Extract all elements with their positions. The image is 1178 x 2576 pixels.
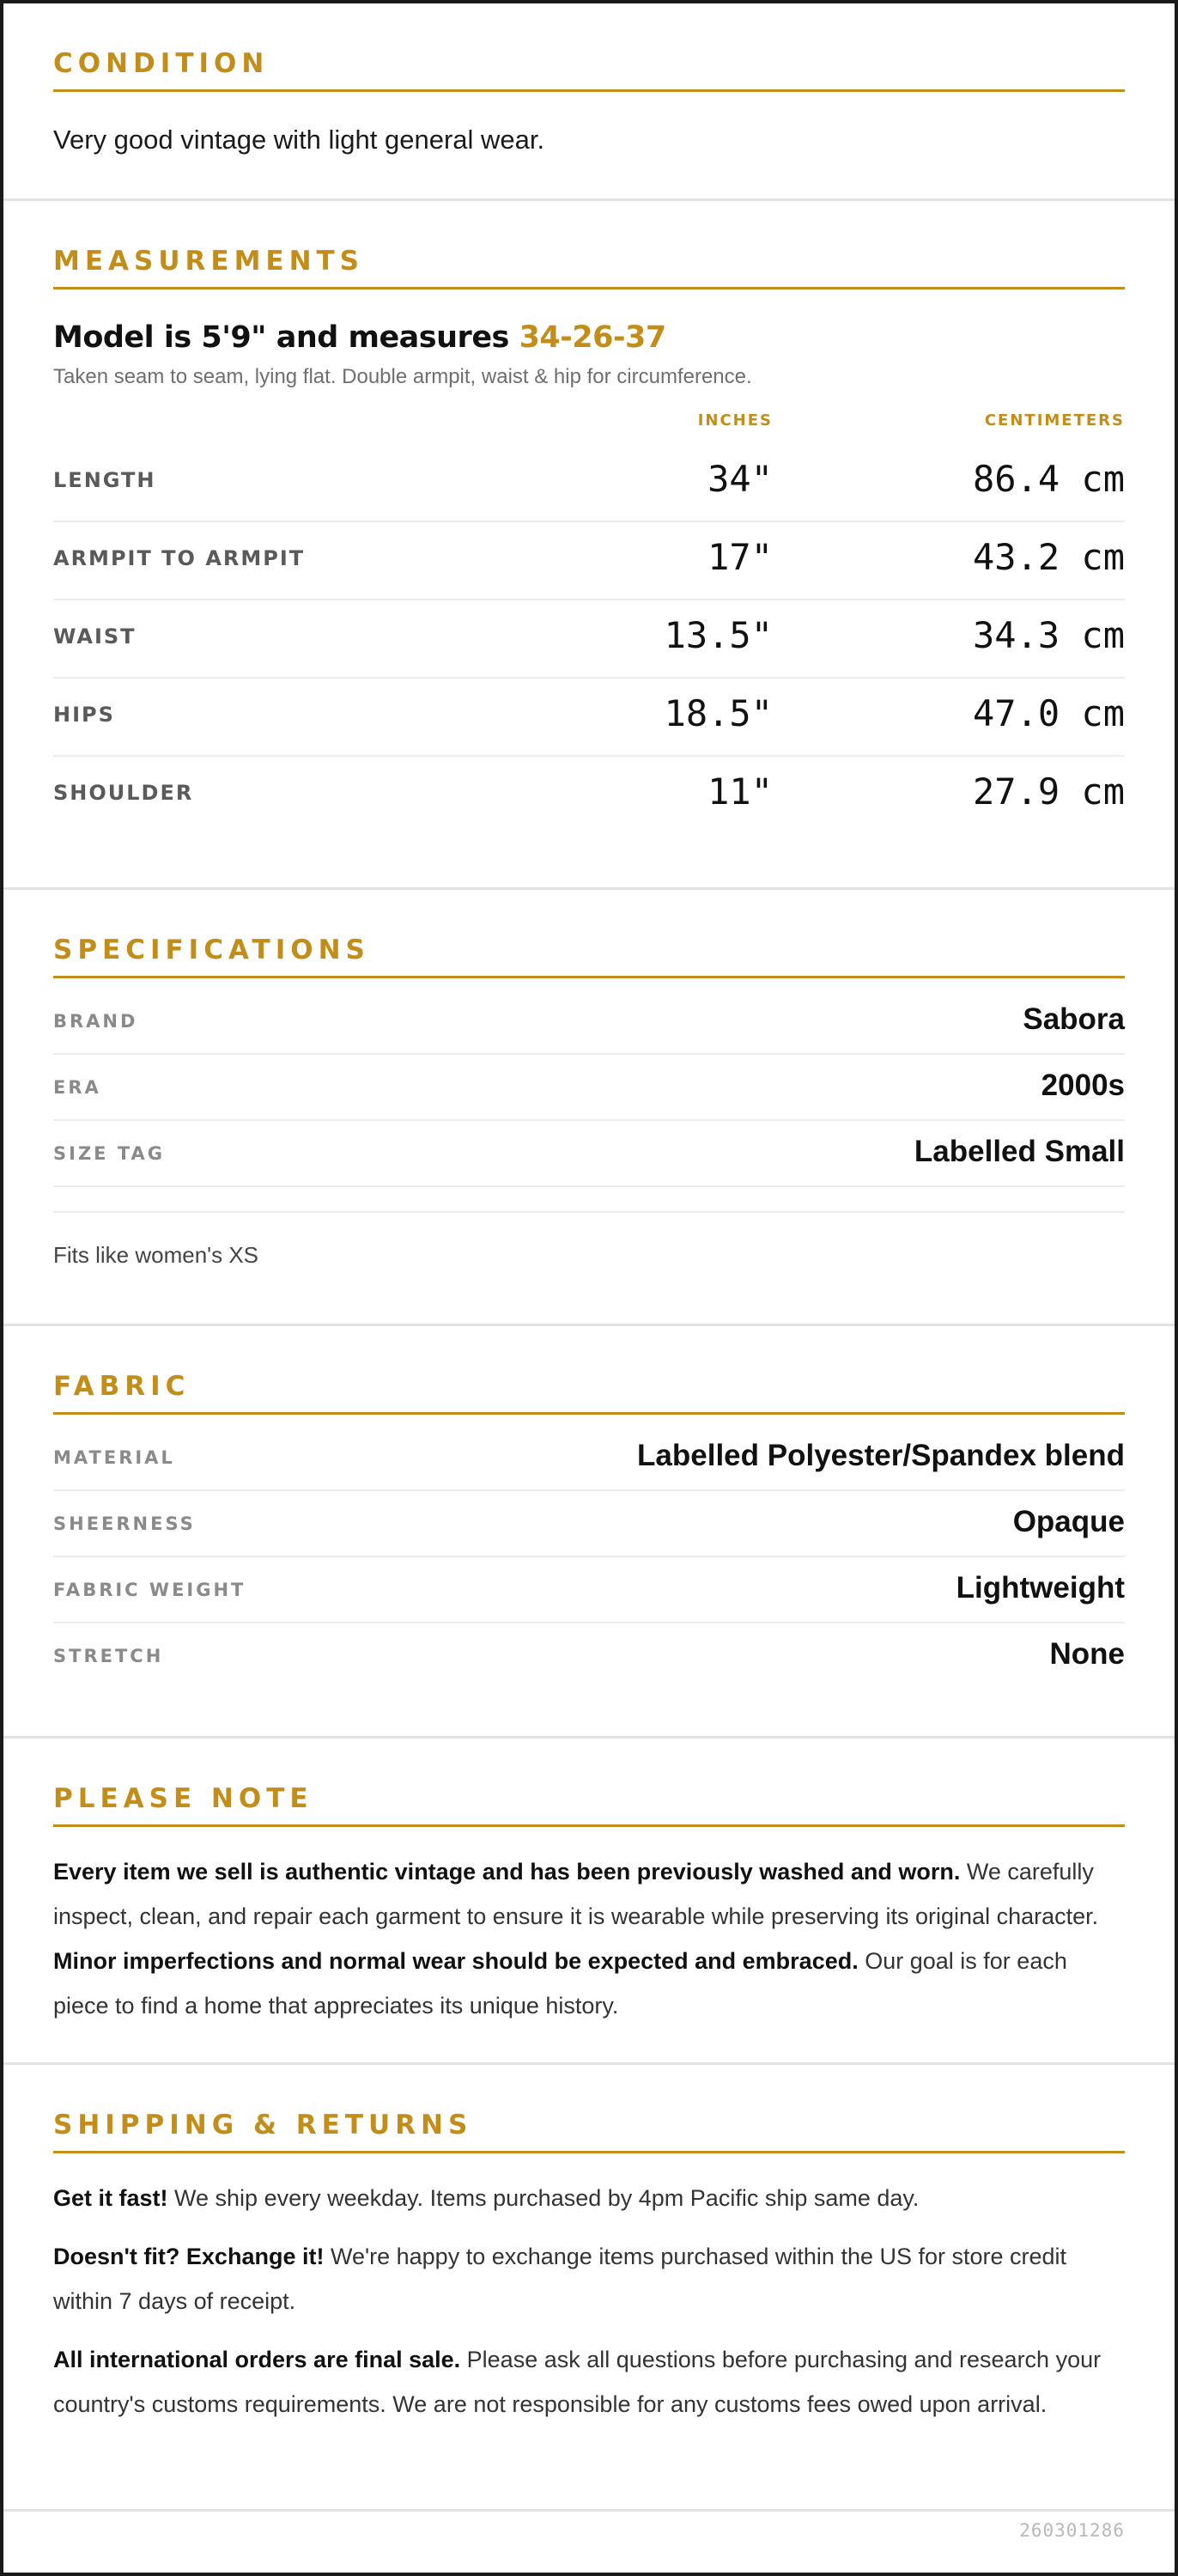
fabric-value: Lightweight bbox=[956, 1571, 1125, 1605]
shipping-returns-heading: SHIPPING & RETURNS bbox=[53, 2110, 1125, 2153]
please-note-text bbox=[53, 1849, 1125, 2028]
measurement-label: HIPS bbox=[53, 703, 115, 727]
model-measurements-value: 34-26-37 bbox=[519, 320, 666, 355]
measurement-row-shoulder bbox=[53, 757, 1125, 835]
measurements-table-header bbox=[53, 411, 1125, 444]
measurement-centimeters: 86.4 cm bbox=[972, 458, 1125, 500]
measurement-label: ARMPIT TO ARMPIT bbox=[53, 546, 306, 570]
fabric-value: None bbox=[1049, 1637, 1125, 1671]
fabric-section bbox=[3, 1326, 1175, 1739]
measurement-inches: 34" bbox=[707, 458, 773, 500]
measurements-subtitle: Taken seam to seam, lying flat. Double armpit, waist & hip for circumference. bbox=[53, 365, 752, 388]
spec-row-size-tag bbox=[53, 1121, 1125, 1187]
shipping-text-2: We're happy to exchange items purchased within the US for store credit within 7 days of receipt. bbox=[53, 2244, 1067, 2314]
please-note-section bbox=[3, 1739, 1175, 2065]
shipping-text-1: We ship every weekday. Items purchased by 4pm Pacific ship same day. bbox=[167, 2185, 920, 2211]
spec-note-divider bbox=[53, 1211, 1125, 1213]
measurement-label: LENGTH bbox=[53, 468, 156, 492]
please-note-bold-1: Every item we sell is authentic vintage and has been previously washed and worn. bbox=[53, 1859, 961, 1885]
shipping-bold-1: Get it fast! bbox=[53, 2185, 168, 2211]
please-note-heading: PLEASE NOTE bbox=[53, 1783, 1125, 1827]
fabric-heading: FABRIC bbox=[53, 1371, 1125, 1415]
model-text: Model is 5'9" and measures bbox=[53, 320, 519, 355]
fabric-value: Opaque bbox=[1012, 1505, 1125, 1538]
fabric-row-material bbox=[53, 1425, 1125, 1491]
inches-column-header: INCHES bbox=[697, 411, 773, 429]
specifications-section bbox=[3, 890, 1175, 1326]
please-note-bold-2: Minor imperfections and normal wear should be expected and embraced. bbox=[53, 1948, 859, 1974]
spec-row-brand bbox=[53, 989, 1125, 1055]
measurement-row-length bbox=[53, 444, 1125, 522]
shipping-text-3: Please ask all questions before purchasing and research your country's customs requirements. We are not responsible for any customs fees owed upon arrival. bbox=[53, 2347, 1102, 2417]
shipping-paragraph-1 bbox=[53, 2176, 1125, 2220]
condition-heading: CONDITION bbox=[53, 48, 1125, 92]
measurement-label: SHOULDER bbox=[53, 781, 194, 805]
measurement-centimeters: 27.9 cm bbox=[972, 770, 1125, 813]
measurement-centimeters: 43.2 cm bbox=[972, 536, 1125, 578]
shipping-returns-section bbox=[3, 2065, 1175, 2512]
spec-row-era bbox=[53, 1055, 1125, 1121]
shipping-bold-2: Doesn't fit? Exchange it! bbox=[53, 2244, 325, 2269]
measurement-centimeters: 34.3 cm bbox=[972, 614, 1125, 656]
spec-value: Labelled Small bbox=[914, 1135, 1125, 1168]
fabric-row-sheerness bbox=[53, 1491, 1125, 1557]
measurement-inches: 13.5" bbox=[664, 614, 773, 656]
measurement-centimeters: 47.0 cm bbox=[972, 692, 1125, 734]
measurements-section bbox=[3, 201, 1175, 890]
shipping-paragraph-3 bbox=[53, 2337, 1125, 2427]
spec-value: 2000s bbox=[1041, 1069, 1125, 1102]
shipping-paragraph-2 bbox=[53, 2234, 1125, 2323]
spec-label: SIZE TAG bbox=[53, 1143, 166, 1164]
measurement-inches: 17" bbox=[707, 536, 773, 578]
fabric-list bbox=[53, 1425, 1125, 1690]
spec-value: Sabora bbox=[1023, 1002, 1125, 1036]
shipping-bold-3: All international orders are final sale. bbox=[53, 2347, 461, 2372]
please-note-text-1: We carefully inspect, clean, and repair each garment to ensure it is wearable while preserving its original character. bbox=[53, 1859, 1099, 1929]
fabric-value: Labelled Polyester/Spandex blend bbox=[637, 1439, 1125, 1472]
specifications-list bbox=[53, 989, 1125, 1187]
centimeters-column-header: CENTIMETERS bbox=[984, 411, 1125, 429]
fabric-row-fabric-weight bbox=[53, 1557, 1125, 1623]
product-id: 260301286 bbox=[1019, 2520, 1125, 2541]
condition-text: Very good vintage with light general wear. bbox=[53, 125, 545, 155]
spec-label: BRAND bbox=[53, 1011, 138, 1032]
please-note-text-2: Our goal is for each piece to find a home that appreciates its unique history. bbox=[53, 1948, 1067, 2019]
measurement-inches: 11" bbox=[707, 770, 773, 813]
condition-section bbox=[3, 3, 1175, 201]
fabric-label: MATERIAL bbox=[53, 1447, 175, 1468]
measurement-row-waist bbox=[53, 600, 1125, 679]
spec-label: ERA bbox=[53, 1077, 101, 1098]
fabric-row-stretch bbox=[53, 1623, 1125, 1690]
fabric-label: SHEERNESS bbox=[53, 1513, 196, 1534]
measurement-row-hips bbox=[53, 679, 1125, 757]
fit-note: Fits like women's XS bbox=[53, 1242, 259, 1268]
measurements-heading: MEASUREMENTS bbox=[53, 246, 1125, 289]
fabric-label: STRETCH bbox=[53, 1646, 164, 1666]
measurement-row-armpit-to-armpit bbox=[53, 522, 1125, 600]
specifications-heading: SPECIFICATIONS bbox=[53, 935, 1125, 978]
fabric-label: FABRIC WEIGHT bbox=[53, 1580, 246, 1600]
measurement-label: WAIST bbox=[53, 624, 137, 649]
model-measurements bbox=[53, 320, 1125, 355]
measurement-inches: 18.5" bbox=[664, 692, 773, 734]
measurements-table bbox=[53, 411, 1125, 835]
